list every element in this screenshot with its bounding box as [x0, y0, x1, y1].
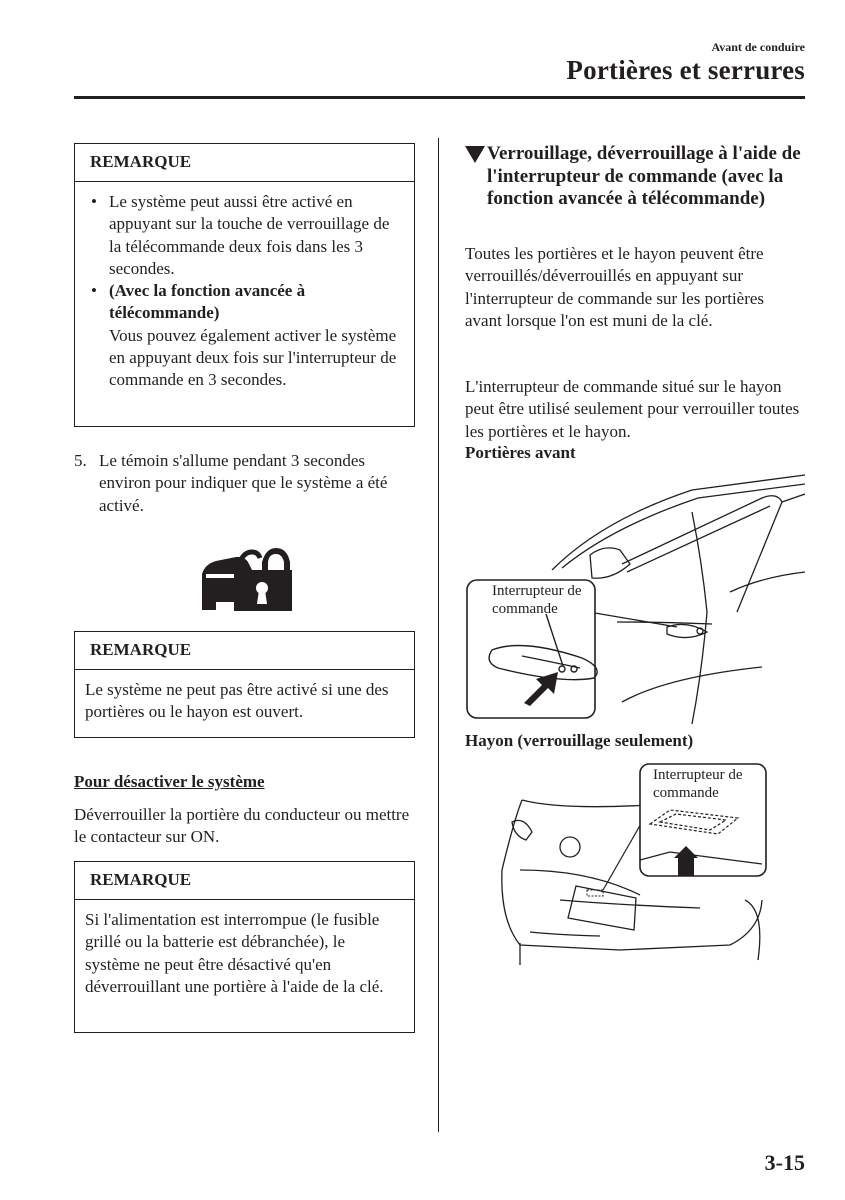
- paragraph-1: Toutes les portières et le hayon peuvent être verrouillés/déverrouillés en appuyant sur l'interrupteur de commande sur les portières avant lorsque l'on est muni de la clé.: [465, 244, 765, 330]
- page-title: Portières et serrures: [566, 55, 805, 85]
- note-bullet: • Le système peut aussi être activé en appuyant sur la touche de verrouillage de la télécommande deux fois dans les 3 secondes.: [91, 192, 390, 278]
- note-bullet: • (Avec la fonction avancée à télécommande) Vous pouvez également activer le système en appuyant deux fois sur l'interrupteur de commande en 3 secondes.: [91, 281, 397, 390]
- fig2-callout-label: Interrupteur de: [653, 767, 743, 783]
- deactivate-text: Déverrouiller la portière du conducteur ou mettre le contacteur sur ON.: [74, 805, 410, 847]
- front-doors-label: Portières avant: [465, 443, 576, 462]
- note-box-3: [74, 861, 415, 1033]
- subsection-heading: Pour désactiver le système: [74, 772, 265, 791]
- triangle-marker-icon: [465, 146, 485, 163]
- page-number: 3-15: [764, 1150, 805, 1175]
- note-text: Si l'alimentation est interrompue (le fusible grillé ou la batterie est débranchée), le système ne peut être désactivé qu'en déverrouillant une portière à l'aide de la clé.: [85, 910, 384, 996]
- section-heading: Verrouillage, déverrouillage à l'aide de l'interrupteur de commande (avec la fonction avancée à télécommande): [465, 143, 805, 211]
- note-text: Le système ne peut pas être activé si une des portières ou le hayon est ouvert.: [85, 680, 389, 722]
- note-bullet-text: Vous pouvez également activer le système en appuyant deux fois sur l'interrupteur de commande en 3 secondes.: [109, 325, 397, 390]
- fig1-callout-label: commande: [492, 601, 558, 617]
- note-heading: REMARQUE: [75, 632, 414, 670]
- step-number: 5.: [74, 451, 87, 470]
- note-box-1: [74, 143, 415, 427]
- note-bullet-bold: (Avec la fonction avancée à télécommande): [109, 281, 306, 323]
- fig2-callout-label: commande: [653, 785, 719, 801]
- note-heading: REMARQUE: [75, 144, 414, 182]
- liftgate-label: Hayon (verrouillage seulement): [465, 731, 694, 750]
- note-bullet-text: Le système peut aussi être activé en appuyant sur la touche de verrouillage de la télécommande deux fois dans les 3 secondes.: [109, 192, 390, 278]
- header-rule: [74, 96, 805, 99]
- section-title: Avant de conduire: [711, 40, 805, 54]
- fig1-callout-label: Interrupteur de: [492, 583, 582, 599]
- note-box-2: [74, 631, 415, 738]
- step-5: [74, 450, 414, 517]
- paragraph-2: L'interrupteur de commande situé sur le hayon peut être utilisé seulement pour verrouiller toutes les portières et le hayon.: [465, 377, 800, 441]
- liftgate-illustration: [500, 760, 805, 980]
- column-divider: [438, 138, 439, 1132]
- step-text: Le témoin s'allume pendant 3 secondes environ pour indiquer que le système a été activé.: [99, 451, 388, 515]
- front-door-illustration: [462, 472, 805, 724]
- car-lock-indicator-icon: [196, 544, 292, 612]
- note-heading: REMARQUE: [75, 862, 414, 900]
